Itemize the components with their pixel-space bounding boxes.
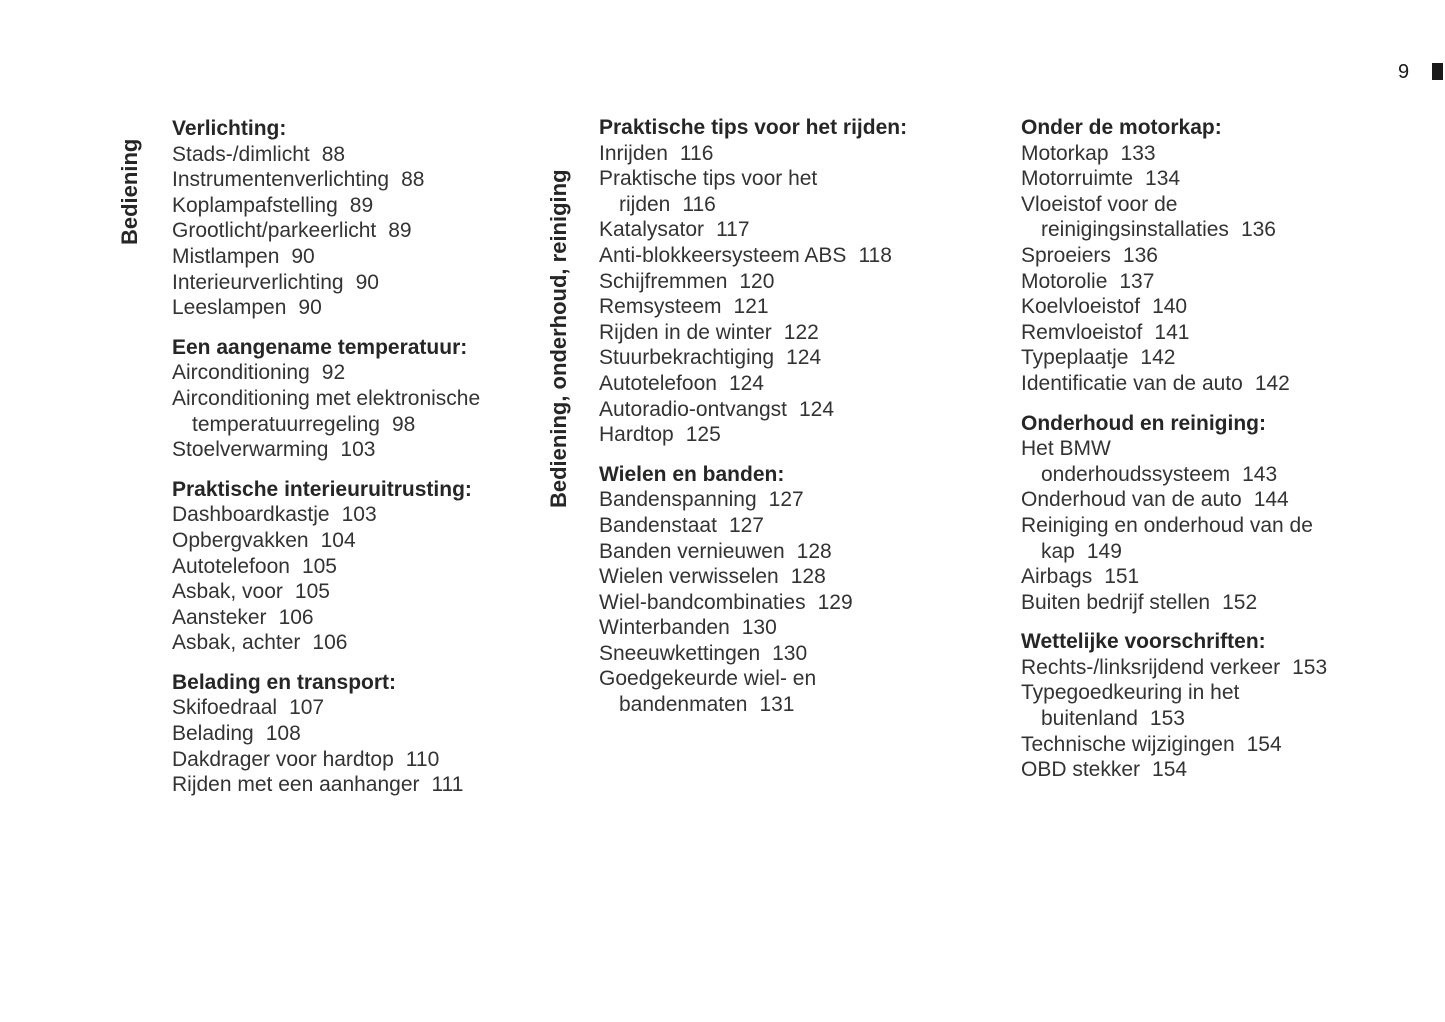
entry-text: Airconditioning	[172, 361, 310, 385]
index-entry	[599, 615, 999, 641]
entry-continuation	[599, 692, 999, 718]
entry-page-number: 143	[1242, 462, 1278, 486]
index-entry	[172, 386, 572, 437]
entry-text: Identificatie van de auto	[1021, 371, 1243, 395]
index-entry	[172, 554, 572, 580]
section-title: Wielen en banden:	[599, 462, 785, 486]
index-entry	[599, 564, 999, 590]
entry-text: Belading	[172, 722, 254, 746]
index-entry	[172, 142, 572, 168]
entry-page-number: 125	[685, 423, 721, 447]
index-entry	[172, 167, 572, 193]
entry-page-number: 133	[1120, 141, 1156, 165]
index-entry	[1021, 294, 1381, 320]
entry-page-number: 92	[321, 361, 346, 385]
index-entry	[1021, 141, 1381, 167]
section-title: Wettelijke voorschriften:	[1021, 630, 1266, 654]
entry-text: Remsysteem	[599, 295, 722, 319]
entry-page-number: 117	[716, 218, 750, 242]
entry-text: Rechts-/linksrijdend verkeer	[1021, 655, 1281, 679]
index-entry	[172, 360, 572, 386]
index-entry	[1021, 192, 1381, 243]
entry-text: Onderhoud van de auto	[1021, 488, 1242, 512]
index-section	[1021, 629, 1381, 783]
index-entry	[599, 294, 999, 320]
index-entry	[172, 270, 572, 296]
section-title: Een aangename temperatuur:	[172, 335, 468, 359]
entry-text: Stuurbekrachtiging	[599, 346, 775, 370]
entry-text-continued: temperatuurregeling	[192, 412, 380, 436]
index-entry	[1021, 243, 1381, 269]
index-entry	[599, 243, 999, 269]
index-section	[172, 335, 572, 463]
entry-text: Skifoedraal	[172, 696, 278, 720]
entry-text: Anti-blokkeersysteem ABS	[599, 243, 847, 267]
entry-text-continued: bandenmaten	[619, 693, 748, 717]
entry-text: Asbak, voor	[172, 580, 283, 604]
index-entry	[172, 605, 572, 631]
entry-page-number: 120	[739, 269, 775, 293]
index-section	[172, 116, 572, 321]
index-entry	[172, 437, 572, 463]
entry-text: Grootlicht/parkeerlicht	[172, 219, 377, 243]
entry-page-number: 124	[786, 346, 822, 370]
index-entry	[599, 487, 999, 513]
entry-text: Inrijden	[599, 141, 668, 165]
entry-text-continued: rijden	[619, 192, 671, 216]
entry-text: Vloeistof voor de	[1021, 192, 1178, 216]
entry-text-continued: buitenland	[1041, 707, 1138, 731]
index-entry	[1021, 680, 1381, 731]
page-number: 9	[1398, 61, 1410, 83]
entry-page-number: 154	[1152, 758, 1188, 782]
index-entry	[599, 345, 999, 371]
entry-text: Technische wijzigingen	[1021, 732, 1235, 756]
entry-text: Autotelefoon	[599, 371, 717, 395]
entry-text: Airbags	[1021, 565, 1093, 589]
entry-page-number: 130	[741, 616, 777, 640]
index-entry	[1021, 436, 1381, 487]
entry-text: Interieurverlichting	[172, 270, 344, 294]
entry-text: Sneeuwkettingen	[599, 641, 761, 665]
index-entry	[599, 269, 999, 295]
index-entry	[599, 397, 999, 423]
entry-page-number: 121	[733, 295, 769, 319]
entry-page-number: 149	[1086, 539, 1122, 563]
index-entry	[1021, 320, 1381, 346]
index-entry	[599, 513, 999, 539]
section-title: Onderhoud en reiniging:	[1021, 411, 1266, 435]
entry-text: Praktische tips voor het	[599, 167, 818, 191]
index-section	[1021, 115, 1381, 397]
side-label-bediening: Bediening	[117, 138, 142, 245]
entry-page-number: 144	[1253, 488, 1289, 512]
entry-page-number: 98	[391, 412, 416, 436]
entry-continuation	[1021, 217, 1381, 243]
entry-page-number: 129	[817, 590, 853, 614]
entry-text: Remvloeistof	[1021, 320, 1143, 344]
entry-text: Motorkap	[1021, 141, 1109, 165]
entry-page-number: 128	[790, 565, 826, 589]
index-entry	[172, 244, 572, 270]
entry-page-number: 122	[783, 320, 819, 344]
entry-text: Autoradio-ontvangst	[599, 397, 787, 421]
entry-text: Winterbanden	[599, 616, 730, 640]
entry-text: Koplampafstelling	[172, 193, 338, 217]
entry-page-number: 89	[388, 219, 412, 243]
entry-page-number: 127	[728, 513, 764, 537]
page-marker	[1432, 63, 1443, 80]
entry-page-number: 116	[682, 192, 716, 216]
entry-page-number: 116	[679, 141, 714, 165]
entry-text: Katalysator	[599, 218, 705, 242]
entry-text: Mistlampen	[172, 244, 280, 268]
index-entry	[1021, 590, 1381, 616]
entry-text: Asbak, achter	[172, 631, 301, 655]
index-section	[172, 670, 572, 798]
entry-text: Airconditioning met elektronische	[172, 386, 481, 410]
entry-text: Stoelverwarming	[172, 438, 329, 462]
index-entry	[1021, 564, 1381, 590]
entry-page-number: 88	[321, 142, 346, 166]
entry-page-number: 137	[1119, 269, 1155, 293]
entry-text: Hardtop	[599, 423, 674, 447]
entry-text: Typeplaatje	[1021, 346, 1129, 370]
entry-text: Rijden met een aanhanger	[172, 773, 420, 797]
entry-page-number: 89	[349, 193, 374, 217]
entry-text: Wiel-bandcombinaties	[599, 590, 806, 614]
entry-page-number: 128	[796, 539, 832, 563]
entry-continuation	[1021, 539, 1381, 565]
index-entry	[172, 218, 572, 244]
entry-page-number: 105	[301, 554, 337, 578]
index-entry	[1021, 345, 1381, 371]
entry-text: Dashboardkastje	[172, 503, 330, 527]
entry-page-number: 140	[1152, 295, 1188, 319]
entry-text: Leeslampen	[172, 296, 287, 320]
entry-page-number: 106	[278, 605, 314, 629]
entry-text: Stads-/dimlicht	[172, 142, 310, 166]
entry-page-number: 141	[1154, 320, 1190, 344]
entry-page-number: 103	[340, 438, 376, 462]
index-entry	[599, 371, 999, 397]
entry-page-number: 104	[320, 528, 356, 552]
index-entry	[1021, 757, 1381, 783]
entry-page-number: 153	[1149, 707, 1185, 731]
index-entry	[1021, 269, 1381, 295]
entry-page-number: 153	[1292, 655, 1328, 679]
entry-page-number: 118	[858, 243, 892, 267]
entry-text: Motorolie	[1021, 269, 1108, 293]
index-entry	[1021, 371, 1381, 397]
entry-text: Rijden in de winter	[599, 320, 772, 344]
index-entry	[599, 166, 999, 217]
index-entry	[599, 641, 999, 667]
section-title: Onder de motorkap:	[1021, 116, 1222, 139]
entry-page-number: 108	[265, 722, 301, 746]
index-section	[172, 477, 572, 656]
entry-page-number: 136	[1240, 218, 1276, 242]
index-entry	[599, 590, 999, 616]
entry-text: Bandenstaat	[599, 513, 717, 537]
entry-text: Wielen verwisselen	[599, 565, 779, 589]
entry-text: Banden vernieuwen	[599, 539, 785, 563]
entry-text: Opbergvakken	[172, 528, 309, 552]
entry-page-number: 88	[401, 168, 425, 192]
entry-page-number: 106	[312, 631, 348, 655]
entry-text: Autotelefoon	[172, 554, 290, 578]
entry-page-number: 134	[1145, 167, 1181, 191]
entry-page-number: 154	[1246, 732, 1282, 756]
entry-page-number: 130	[772, 641, 808, 665]
entry-text: Schijfremmen	[599, 269, 728, 293]
entry-text: Bandenspanning	[599, 488, 757, 512]
entry-text: Reiniging en onderhoud van de	[1021, 513, 1313, 537]
entry-text: Motorruimte	[1021, 167, 1134, 191]
entry-page-number: 142	[1140, 346, 1176, 370]
index-entry	[1021, 513, 1381, 564]
index-section	[599, 462, 999, 718]
entry-page-number: 105	[294, 580, 330, 604]
entry-text: Typegoedkeuring in het	[1021, 681, 1240, 705]
side-label-bediening-onderhoud-reiniging: Bediening, onderhoud, reiniging	[546, 169, 571, 508]
index-entry	[1021, 655, 1381, 681]
entry-text-continued: kap	[1041, 539, 1075, 563]
index-entry	[172, 295, 572, 321]
index-entry	[599, 141, 999, 167]
entry-page-number: 142	[1254, 371, 1290, 395]
index-entry	[172, 502, 572, 528]
entry-text-continued: onderhoudssysteem	[1041, 462, 1231, 486]
index-entry	[172, 579, 572, 605]
section-title: Praktische tips voor het rijden:	[599, 116, 908, 139]
index-entry	[172, 721, 572, 747]
entry-page-number: 90	[298, 296, 322, 320]
index-entry	[1021, 487, 1381, 513]
index-entry	[599, 539, 999, 565]
entry-page-number: 90	[355, 270, 379, 294]
index-entry	[1021, 166, 1381, 192]
entry-text: Instrumentenverlichting	[172, 168, 390, 192]
index-entry	[599, 422, 999, 448]
entry-text: Dakdrager voor hardtop	[172, 747, 394, 771]
section-title: Praktische interieuruitrusting:	[172, 477, 472, 501]
index-entry	[172, 695, 572, 721]
section-title: Verlichting:	[172, 117, 287, 140]
index-entry	[599, 217, 999, 243]
entry-page-number: 110	[405, 747, 440, 771]
index-column-1	[172, 116, 572, 812]
entry-page-number: 107	[289, 696, 325, 720]
entry-continuation	[599, 192, 999, 218]
index-entry	[172, 193, 572, 219]
index-entry	[172, 528, 572, 554]
entry-page-number: 151	[1104, 565, 1140, 589]
index-entry	[172, 747, 572, 773]
entry-text: Aansteker	[172, 605, 267, 629]
entry-page-number: 111	[431, 773, 464, 797]
index-entry	[599, 320, 999, 346]
entry-page-number: 90	[291, 244, 315, 268]
entry-page-number: 124	[798, 397, 835, 421]
entry-text: OBD stekker	[1021, 758, 1141, 782]
entry-text: Het BMW	[1021, 437, 1111, 461]
index-entry	[172, 772, 572, 798]
entry-page-number: 124	[728, 371, 764, 395]
entry-text: Goedgekeurde wiel- en	[599, 667, 817, 691]
entry-page-number: 131	[759, 693, 795, 717]
entry-continuation	[1021, 706, 1381, 732]
index-entry	[172, 630, 572, 656]
index-entry	[1021, 732, 1381, 758]
section-title: Belading en transport:	[172, 670, 397, 694]
entry-page-number: 103	[341, 503, 377, 527]
entry-page-number: 127	[768, 488, 804, 512]
index-column-2	[599, 115, 999, 732]
index-section	[599, 115, 999, 448]
entry-page-number: 136	[1122, 243, 1158, 267]
entry-continuation	[1021, 462, 1381, 488]
entry-text: Buiten bedrijf stellen	[1021, 590, 1211, 614]
index-entry	[599, 666, 999, 717]
index-section	[1021, 411, 1381, 616]
entry-text: Sproeiers	[1021, 243, 1111, 267]
entry-page-number: 152	[1222, 590, 1258, 614]
index-column-3	[1021, 115, 1381, 797]
entry-continuation	[172, 412, 572, 438]
entry-text: Koelvloeistof	[1021, 295, 1141, 319]
entry-text-continued: reinigingsinstallaties	[1041, 218, 1229, 242]
